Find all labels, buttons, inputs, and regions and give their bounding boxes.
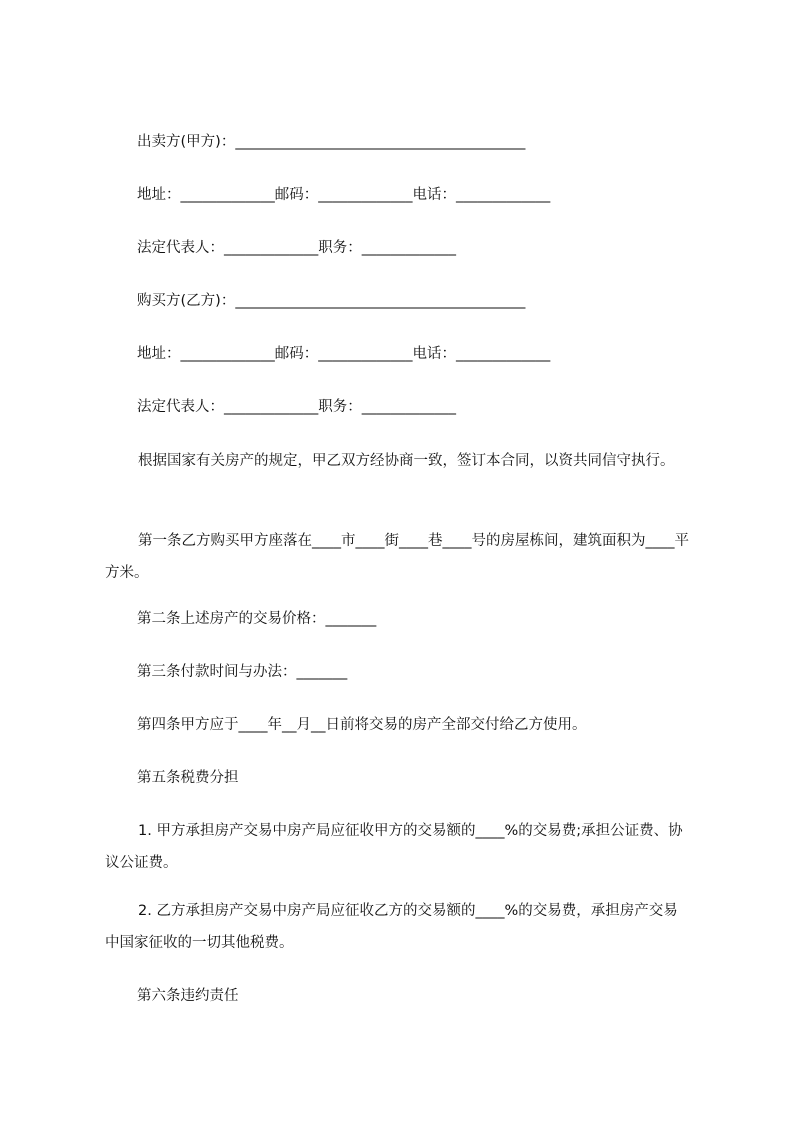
seller-representative-line: 法定代表人：_____________职务：_____________ — [137, 240, 456, 256]
buyer-representative-line: 法定代表人：_____________职务：_____________ — [137, 399, 456, 415]
article-2-line: 第二条上述房产的交易价格：_______ — [137, 611, 377, 627]
intro-text: 根据国家有关房产的规定，甲乙双方经协商一致，签订本合同，以资共同信守执行。 — [138, 453, 675, 469]
article-5-item-2-paragraph — [105, 895, 691, 959]
article-5-item-2-text: 2. 乙方承担房产交易中房产局应征收乙方的交易额的____%的交易费，承担房产交易中国家征收的一切其他税费。 — [105, 903, 678, 951]
article-5-item-1-paragraph — [105, 815, 691, 879]
article-5-item-1-text: 1. 甲方承担房产交易中房产局应征收甲方的交易额的____%的交易费;承担公证费、协议公证费。 — [105, 823, 683, 871]
article-5-heading: 第五条税费分担 — [137, 770, 239, 786]
article-1-paragraph — [105, 525, 691, 589]
buyer-address-line: 地址：_____________邮码：_____________电话：_____________ — [137, 346, 551, 362]
article-3-line: 第三条付款时间与办法：_______ — [137, 664, 348, 680]
buyer-line: 购买方(乙方)：________________________________________ — [137, 293, 526, 309]
article-6-heading: 第六条违约责任 — [137, 988, 239, 1004]
article-1-text: 第一条乙方购买甲方座落在____市____街____巷____号的房屋栋间，建筑面积为____平方米。 — [105, 533, 689, 581]
article-4-line: 第四条甲方应于____年__月__日前将交易的房产全部交付给乙方使用。 — [137, 717, 587, 733]
seller-address-line: 地址：_____________邮码：_____________电话：_____________ — [137, 187, 551, 203]
intro-paragraph — [105, 445, 691, 477]
seller-line: 出卖方(甲方)：________________________________________ — [137, 134, 526, 150]
